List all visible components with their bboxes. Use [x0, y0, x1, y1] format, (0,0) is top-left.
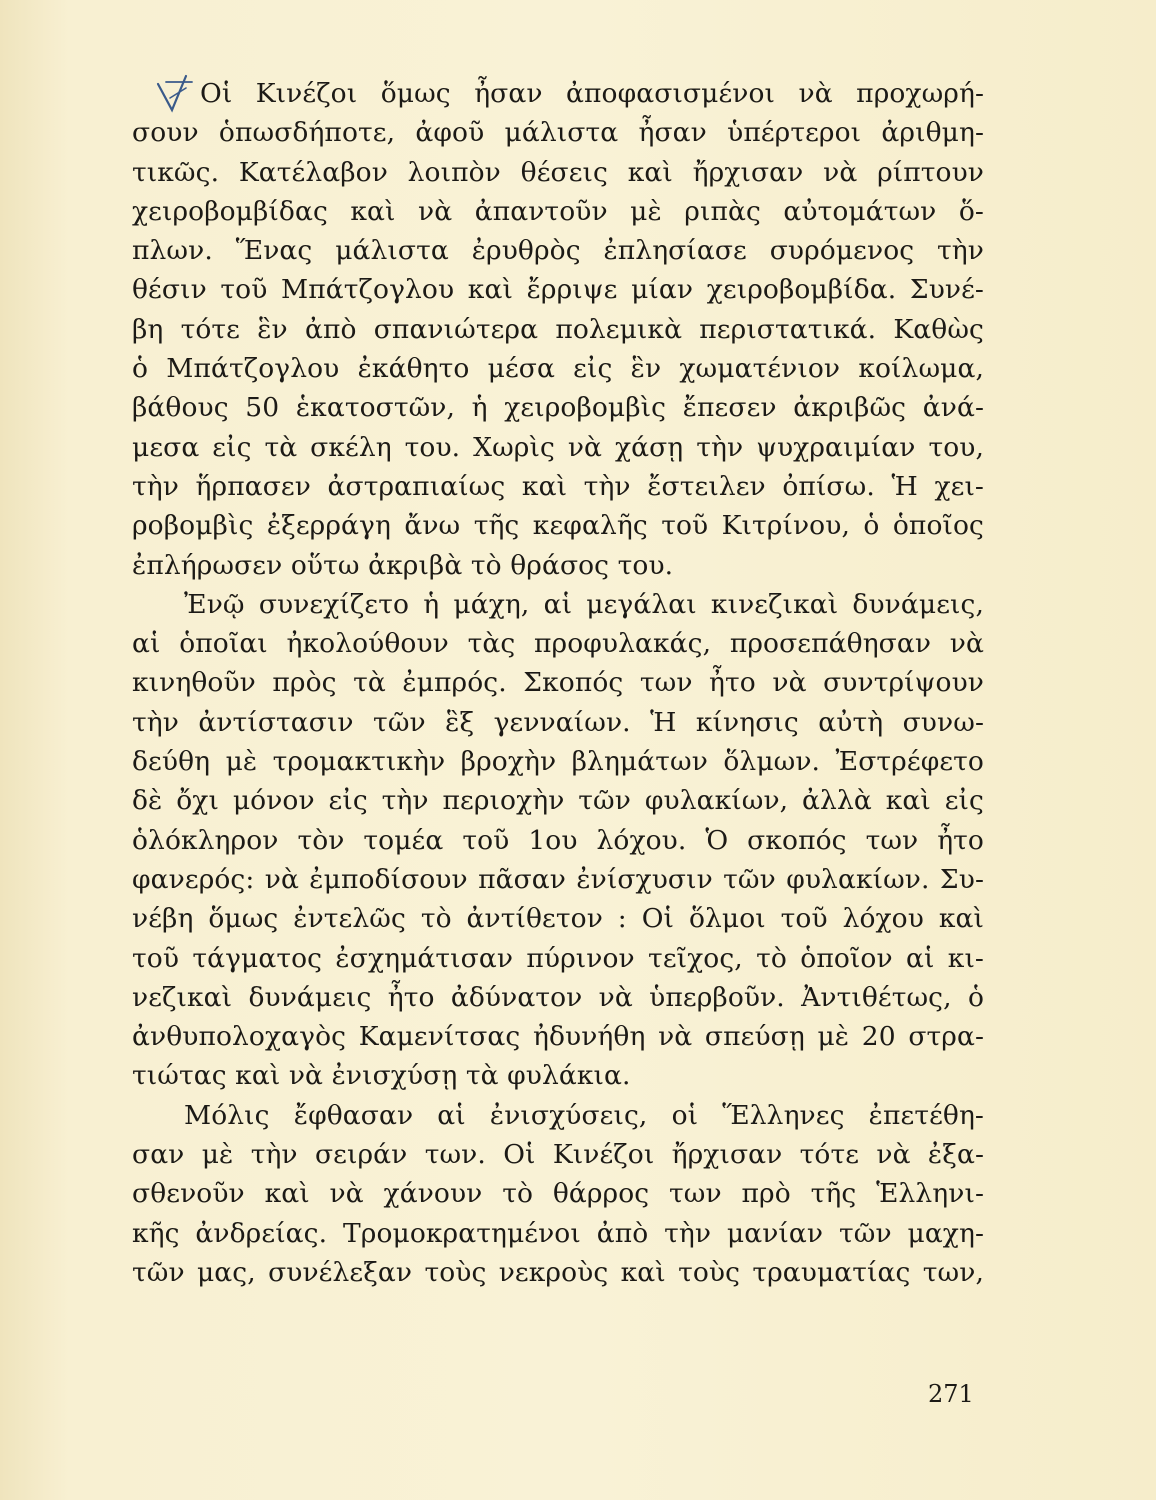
text-line: ὁ Μπάτζογλου ἐκάθητο μέσα εἰς ἓν χωματένιον κοίλωμα, — [132, 353, 984, 385]
text-line: βάθους 50 ἑκατοστῶν, ἡ χειροβομβὶς ἔπεσεν ἀκριβῶς ἀνά- — [132, 392, 984, 424]
text-line: σαν μὲ τὴν σειράν των. Οἱ Κινέζοι ἤρχισαν τότε νὰ ἐξα- — [132, 1139, 984, 1171]
text-line: σθενοῦν καὶ νὰ χάνουν τὸ θάρρος των πρὸ τῆς Ἑλληνι- — [132, 1178, 984, 1210]
text-line: ἐπλήρωσεν οὕτω ἀκριβὰ τὸ θράσος του. — [132, 549, 674, 581]
text-line: τοῦ τάγματος ἐσχημάτισαν πύρινον τεῖχος, τὸ ὁποῖον αἱ κι- — [132, 942, 984, 974]
text-line: τὴν ἀντίστασιν τῶν ἓξ γενναίων. Ἡ κίνησις αὐτὴ συνω- — [132, 706, 984, 738]
text-line: φανερός: νὰ ἐμποδίσουν πᾶσαν ἐνίσχυσιν τῶν φυλακίων. Συ- — [132, 863, 984, 895]
text-line: βη τότε ἓν ἀπὸ σπανιώτερα πολεμικὰ περιστατικά. Καθὼς — [132, 313, 984, 345]
text-line: σουν ὁπωσδήποτε, ἀφοῦ μάλιστα ἦσαν ὑπέρτεροι ἀριθμη- — [132, 117, 984, 149]
text-line: Οἱ Κινέζοι ὅμως ἦσαν ἀποφασισμένοι νὰ προχωρή- — [200, 78, 984, 109]
text-line: θέσιν τοῦ Μπάτζογλου καὶ ἔρριψε μίαν χειροβομβίδα. Συνέ- — [132, 274, 984, 306]
text-line: ροβομβὶς ἐξερράγη ἄνω τῆς κεφαλῆς τοῦ Κιτρίνου, ὁ ὁποῖος — [132, 510, 984, 542]
text-line: ἀνθυπολοχαγὸς Καμενίτσας ἠδυνήθη νὰ σπεύσῃ μὲ 20 στρα- — [132, 1021, 984, 1053]
text-line: τικῶς. Κατέλαβον λοιπὸν θέσεις καὶ ἤρχισαν νὰ ρίπτουν — [132, 156, 984, 188]
text-line: ὁλόκληρον τὸν τομέα τοῦ 1ου λόχου. Ὁ σκοπός των ἦτο — [132, 824, 984, 856]
text-line: κῆς ἀνδρείας. Τρομοκρατημένοι ἀπὸ τὴν μανίαν τῶν μαχη- — [132, 1217, 984, 1249]
text-line: δὲ ὄχι μόνον εἰς τὴν περιοχὴν τῶν φυλακίων, ἀλλὰ καὶ εἰς — [132, 785, 984, 817]
text-line: χειροβομβίδας καὶ νὰ ἀπαντοῦν μὲ ριπὰς αὐτομάτων ὅ- — [132, 195, 984, 227]
text-line: δεύθη μὲ τρομακτικὴν βροχὴν βλημάτων ὅλμων. Ἐστρέφετο — [132, 746, 984, 778]
text-line: Ἐνῷ συνεχίζετο ἡ μάχη, αἱ μεγάλαι κινεζικαὶ δυνάμεις, — [184, 588, 984, 620]
text-line: Μόλις ἔφθασαν αἱ ἐνισχύσεις, οἱ Ἕλληνες ἐπετέθη- — [184, 1099, 984, 1131]
body-text — [132, 74, 984, 1292]
text-line: κινηθοῦν πρὸς τὰ ἐμπρός. Σκοπός των ἦτο νὰ συντρίψουν — [132, 667, 984, 699]
text-line: αἱ ὁποῖαι ἠκολούθουν τὰς προφυλακάς, προσεπάθησαν νὰ — [132, 628, 984, 660]
text-line: νεζικαὶ δυνάμεις ἦτο ἀδύνατον νὰ ὑπερβοῦν. Ἀντιθέτως, ὁ — [132, 981, 984, 1013]
text-line: πλων. Ἕνας μάλιστα ἐρυθρὸς ἐπλησίασε συρόμενος τὴν — [132, 235, 984, 267]
page-number: 271 — [928, 1380, 974, 1408]
text-line: νέβη ὅμως ἐντελῶς τὸ ἀντίθετον : Οἱ ὅλμοι τοῦ λόχου καὶ — [132, 903, 984, 935]
text-line: τῶν μας, συνέλεξαν τοὺς νεκροὺς καὶ τοὺς τραυματίας των, — [132, 1256, 984, 1288]
text-line: μεσα εἰς τὰ σκέλη του. Χωρὶς νὰ χάσῃ τὴν ψυχραιμίαν του, — [132, 431, 984, 463]
text-line: τιώτας καὶ νὰ ἐνισχύσῃ τὰ φυλάκια. — [132, 1060, 631, 1092]
text-line: τὴν ἥρπασεν ἀστραπιαίως καὶ τὴν ἔστειλεν ὀπίσω. Ἡ χει- — [132, 470, 984, 502]
